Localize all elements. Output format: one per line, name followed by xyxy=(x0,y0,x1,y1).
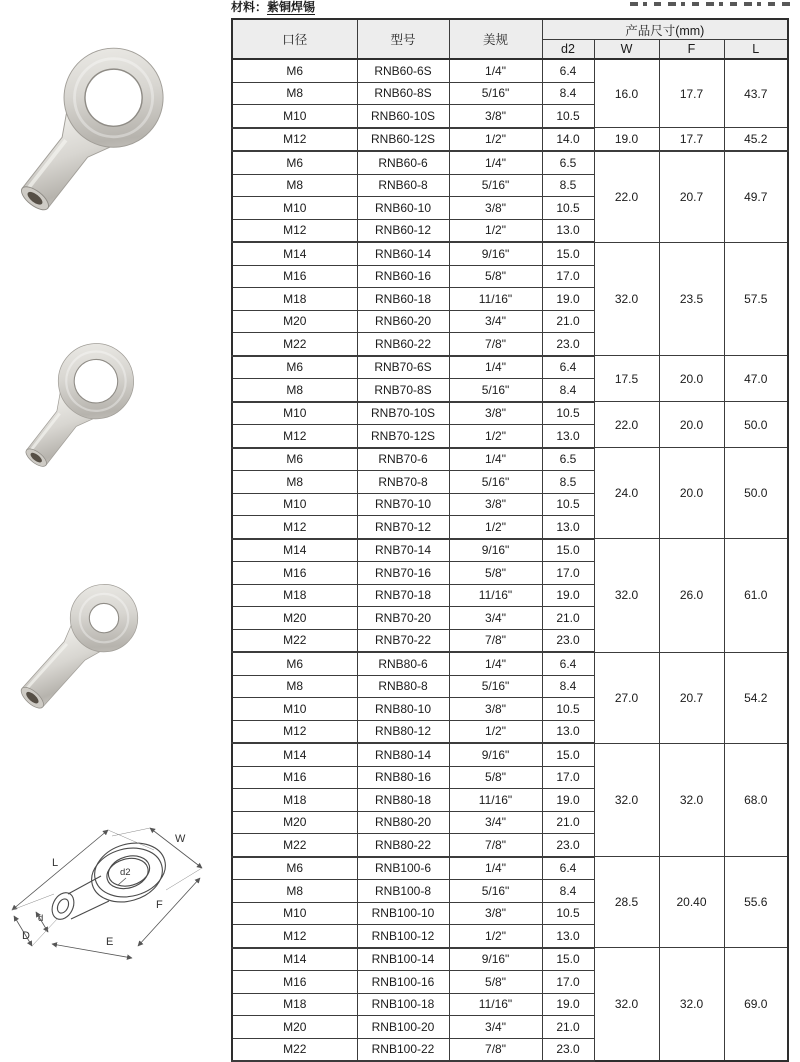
cell-F: 20.0 xyxy=(659,448,724,539)
cell-caliber: M16 xyxy=(232,562,357,585)
cell-d2: 15.0 xyxy=(542,743,594,766)
cell-d2: 13.0 xyxy=(542,720,594,743)
cell-W: 32.0 xyxy=(594,743,659,857)
cell-model: RNB70-8 xyxy=(357,471,449,494)
cell-d2: 17.0 xyxy=(542,265,594,288)
table-row xyxy=(232,539,788,562)
cell-L: 49.7 xyxy=(724,151,788,242)
cell-d2: 13.0 xyxy=(542,925,594,948)
cell-model: RNB80-20 xyxy=(357,811,449,834)
spec-table-body xyxy=(232,59,788,1061)
cell-L: 47.0 xyxy=(724,356,788,402)
cell-d2: 15.0 xyxy=(542,539,594,562)
cell-us-spec: 1/2" xyxy=(449,219,542,242)
cell-model: RNB60-22 xyxy=(357,333,449,356)
cell-model: RNB100-22 xyxy=(357,1038,449,1061)
cell-d2: 17.0 xyxy=(542,562,594,585)
cell-caliber: M8 xyxy=(232,675,357,698)
material-label xyxy=(231,0,315,15)
cell-L: 61.0 xyxy=(724,539,788,653)
cell-L: 57.5 xyxy=(724,242,788,356)
cell-model: RNB60-10S xyxy=(357,105,449,128)
cell-us-spec: 5/16" xyxy=(449,379,542,402)
cell-W: 19.0 xyxy=(594,128,659,152)
cell-d2: 6.4 xyxy=(542,59,594,82)
cell-d2: 19.0 xyxy=(542,288,594,311)
cell-W: 32.0 xyxy=(594,242,659,356)
cell-W: 16.0 xyxy=(594,59,659,128)
cell-d2: 8.5 xyxy=(542,471,594,494)
cell-d2: 10.5 xyxy=(542,105,594,128)
material-prefix: 材料： xyxy=(231,0,268,14)
cell-caliber: M20 xyxy=(232,310,357,333)
header-w: W xyxy=(594,40,659,60)
cell-model: RNB80-12 xyxy=(357,720,449,743)
cell-caliber: M6 xyxy=(232,59,357,82)
cell-model: RNB60-6S xyxy=(357,59,449,82)
table-row xyxy=(232,743,788,766)
cell-model: RNB60-12 xyxy=(357,219,449,242)
cell-L: 50.0 xyxy=(724,448,788,539)
header-l: L xyxy=(724,40,788,60)
cell-model: RNB60-12S xyxy=(357,128,449,152)
cell-L: 55.6 xyxy=(724,857,788,948)
cell-caliber: M6 xyxy=(232,151,357,174)
header-d2: d2 xyxy=(542,40,594,60)
cell-model: RNB80-6 xyxy=(357,652,449,675)
cell-us-spec: 1/2" xyxy=(449,720,542,743)
cell-us-spec: 5/8" xyxy=(449,562,542,585)
clipped-title-fragment xyxy=(630,2,790,6)
cell-caliber: M8 xyxy=(232,880,357,903)
dim-label-d: d xyxy=(38,913,44,924)
cell-L: 68.0 xyxy=(724,743,788,857)
cell-caliber: M22 xyxy=(232,629,357,652)
cell-d2: 21.0 xyxy=(542,310,594,333)
cell-W: 22.0 xyxy=(594,402,659,448)
cell-us-spec: 7/8" xyxy=(449,834,542,857)
material-value: 紫铜焊锡 xyxy=(267,0,316,14)
cell-caliber: M10 xyxy=(232,493,357,516)
cell-model: RNB80-14 xyxy=(357,743,449,766)
cell-us-spec: 9/16" xyxy=(449,242,542,265)
cell-caliber: M18 xyxy=(232,288,357,311)
cell-us-spec: 1/4" xyxy=(449,857,542,880)
table-row xyxy=(232,151,788,174)
cell-us-spec: 3/8" xyxy=(449,402,542,425)
cell-W: 32.0 xyxy=(594,539,659,653)
cell-F: 32.0 xyxy=(659,948,724,1062)
cell-us-spec: 3/4" xyxy=(449,310,542,333)
cell-F: 26.0 xyxy=(659,539,724,653)
terminal-photo-3 xyxy=(0,559,164,735)
cell-us-spec: 5/16" xyxy=(449,174,542,197)
cell-caliber: M6 xyxy=(232,356,357,379)
cell-L: 50.0 xyxy=(724,402,788,448)
cell-model: RNB100-6 xyxy=(357,857,449,880)
cell-caliber: M6 xyxy=(232,652,357,675)
cell-us-spec: 3/8" xyxy=(449,197,542,220)
cell-d2: 23.0 xyxy=(542,629,594,652)
cell-us-spec: 7/8" xyxy=(449,333,542,356)
cell-us-spec: 1/4" xyxy=(449,652,542,675)
cell-model: RNB100-16 xyxy=(357,971,449,994)
cell-us-spec: 3/8" xyxy=(449,902,542,925)
cell-us-spec: 1/2" xyxy=(449,516,542,539)
cell-us-spec: 7/8" xyxy=(449,629,542,652)
table-row xyxy=(232,242,788,265)
header-model: 型号 xyxy=(357,19,449,59)
dim-label-D: D xyxy=(22,930,30,942)
cell-caliber: M8 xyxy=(232,379,357,402)
dim-label-L: L xyxy=(52,857,59,869)
table-row xyxy=(232,448,788,471)
cell-caliber: M22 xyxy=(232,333,357,356)
cell-d2: 8.4 xyxy=(542,379,594,402)
cell-W: 27.0 xyxy=(594,652,659,743)
cell-us-spec: 5/8" xyxy=(449,971,542,994)
cell-model: RNB70-20 xyxy=(357,607,449,630)
cell-d2: 14.0 xyxy=(542,128,594,152)
cell-d2: 6.4 xyxy=(542,652,594,675)
terminal-photo-1 xyxy=(0,18,194,248)
cell-us-spec: 3/4" xyxy=(449,811,542,834)
cell-us-spec: 3/8" xyxy=(449,105,542,128)
table-row xyxy=(232,402,788,425)
table-row xyxy=(232,948,788,971)
cell-caliber: M18 xyxy=(232,584,357,607)
cell-us-spec: 11/16" xyxy=(449,789,542,812)
cell-model: RNB80-8 xyxy=(357,675,449,698)
cell-us-spec: 3/8" xyxy=(449,698,542,721)
cell-caliber: M12 xyxy=(232,219,357,242)
cell-W: 24.0 xyxy=(594,448,659,539)
cell-caliber: M10 xyxy=(232,402,357,425)
cell-L: 43.7 xyxy=(724,59,788,128)
cell-caliber: M18 xyxy=(232,789,357,812)
cell-W: 22.0 xyxy=(594,151,659,242)
cell-d2: 10.5 xyxy=(542,493,594,516)
cell-caliber: M12 xyxy=(232,128,357,152)
terminal-photo-2 xyxy=(0,320,157,495)
cell-us-spec: 5/8" xyxy=(449,766,542,789)
cell-caliber: M14 xyxy=(232,948,357,971)
cell-us-spec: 1/4" xyxy=(449,356,542,379)
cell-d2: 21.0 xyxy=(542,1016,594,1039)
cell-model: RNB70-10 xyxy=(357,493,449,516)
dim-label-F: F xyxy=(156,899,163,911)
cell-caliber: M12 xyxy=(232,720,357,743)
cell-model: RNB70-22 xyxy=(357,629,449,652)
cell-L: 45.2 xyxy=(724,128,788,152)
cell-model: RNB70-6S xyxy=(357,356,449,379)
cell-d2: 23.0 xyxy=(542,1038,594,1061)
cell-caliber: M22 xyxy=(232,834,357,857)
cell-model: RNB70-12S xyxy=(357,425,449,448)
cell-d2: 23.0 xyxy=(542,333,594,356)
cell-us-spec: 1/4" xyxy=(449,151,542,174)
cell-model: RNB80-16 xyxy=(357,766,449,789)
cell-us-spec: 9/16" xyxy=(449,948,542,971)
spec-table-header xyxy=(232,19,788,59)
cell-us-spec: 5/16" xyxy=(449,880,542,903)
cell-F: 17.7 xyxy=(659,128,724,152)
cell-model: RNB60-18 xyxy=(357,288,449,311)
cell-W: 28.5 xyxy=(594,857,659,948)
cell-us-spec: 1/2" xyxy=(449,128,542,152)
cell-caliber: M6 xyxy=(232,857,357,880)
dim-label-W: W xyxy=(175,833,186,845)
cell-model: RNB60-10 xyxy=(357,197,449,220)
cell-us-spec: 3/4" xyxy=(449,607,542,630)
cell-F: 17.7 xyxy=(659,59,724,128)
cell-us-spec: 11/16" xyxy=(449,584,542,607)
cell-model: RNB70-6 xyxy=(357,448,449,471)
cell-caliber: M12 xyxy=(232,925,357,948)
cell-caliber: M6 xyxy=(232,448,357,471)
cell-F: 20.0 xyxy=(659,402,724,448)
cell-W: 32.0 xyxy=(594,948,659,1062)
cell-d2: 15.0 xyxy=(542,242,594,265)
cell-d2: 15.0 xyxy=(542,948,594,971)
cell-caliber: M22 xyxy=(232,1038,357,1061)
cell-d2: 19.0 xyxy=(542,584,594,607)
cell-d2: 17.0 xyxy=(542,971,594,994)
cell-d2: 19.0 xyxy=(542,789,594,812)
cell-model: RNB70-8S xyxy=(357,379,449,402)
cell-F: 32.0 xyxy=(659,743,724,857)
cell-d2: 10.5 xyxy=(542,402,594,425)
cell-us-spec: 11/16" xyxy=(449,288,542,311)
table-row xyxy=(232,652,788,675)
cell-caliber: M8 xyxy=(232,174,357,197)
cell-model: RNB60-14 xyxy=(357,242,449,265)
cell-model: RNB70-16 xyxy=(357,562,449,585)
cell-caliber: M18 xyxy=(232,993,357,1016)
cell-caliber: M8 xyxy=(232,82,357,105)
cell-us-spec: 1/2" xyxy=(449,425,542,448)
dim-label-d2: d2 xyxy=(120,867,131,878)
cell-L: 69.0 xyxy=(724,948,788,1062)
cell-model: RNB100-20 xyxy=(357,1016,449,1039)
cell-us-spec: 9/16" xyxy=(449,539,542,562)
cell-L: 54.2 xyxy=(724,652,788,743)
cell-d2: 8.4 xyxy=(542,82,594,105)
cell-d2: 19.0 xyxy=(542,993,594,1016)
cell-F: 20.7 xyxy=(659,652,724,743)
cell-us-spec: 5/8" xyxy=(449,265,542,288)
cell-model: RNB70-12 xyxy=(357,516,449,539)
dimension-drawing xyxy=(8,818,218,978)
cell-d2: 13.0 xyxy=(542,516,594,539)
cell-model: RNB70-14 xyxy=(357,539,449,562)
cell-d2: 8.5 xyxy=(542,174,594,197)
cell-d2: 10.5 xyxy=(542,197,594,220)
cell-d2: 6.5 xyxy=(542,151,594,174)
terminal-outline-drawing xyxy=(48,835,172,923)
cell-caliber: M12 xyxy=(232,516,357,539)
cell-model: RNB100-8 xyxy=(357,880,449,903)
cell-us-spec: 9/16" xyxy=(449,743,542,766)
cell-model: RNB80-22 xyxy=(357,834,449,857)
cell-caliber: M16 xyxy=(232,265,357,288)
table-row xyxy=(232,356,788,379)
cell-d2: 8.4 xyxy=(542,675,594,698)
cell-d2: 10.5 xyxy=(542,698,594,721)
cell-model: RNB100-10 xyxy=(357,902,449,925)
cell-d2: 10.5 xyxy=(542,902,594,925)
cell-model: RNB100-12 xyxy=(357,925,449,948)
cell-d2: 13.0 xyxy=(542,425,594,448)
cell-model: RNB100-14 xyxy=(357,948,449,971)
cell-model: RNB60-8S xyxy=(357,82,449,105)
cell-us-spec: 7/8" xyxy=(449,1038,542,1061)
cell-caliber: M14 xyxy=(232,242,357,265)
cell-W: 17.5 xyxy=(594,356,659,402)
cell-us-spec: 5/16" xyxy=(449,471,542,494)
cell-caliber: M14 xyxy=(232,743,357,766)
cell-model: RNB70-18 xyxy=(357,584,449,607)
cell-caliber: M16 xyxy=(232,971,357,994)
cell-F: 20.40 xyxy=(659,857,724,948)
cell-us-spec: 11/16" xyxy=(449,993,542,1016)
table-row xyxy=(232,857,788,880)
table-row xyxy=(232,128,788,152)
cell-us-spec: 1/2" xyxy=(449,925,542,948)
cell-model: RNB60-16 xyxy=(357,265,449,288)
cell-model: RNB60-8 xyxy=(357,174,449,197)
cell-caliber: M14 xyxy=(232,539,357,562)
cell-model: RNB60-6 xyxy=(357,151,449,174)
cell-caliber: M12 xyxy=(232,425,357,448)
cell-d2: 6.4 xyxy=(542,356,594,379)
cell-caliber: M10 xyxy=(232,105,357,128)
dim-label-E: E xyxy=(106,936,114,948)
header-caliber: 口径 xyxy=(232,19,357,59)
cell-caliber: M10 xyxy=(232,902,357,925)
cell-model: RNB70-10S xyxy=(357,402,449,425)
cell-model: RNB60-20 xyxy=(357,310,449,333)
cell-model: RNB80-18 xyxy=(357,789,449,812)
cell-caliber: M16 xyxy=(232,766,357,789)
cell-model: RNB80-10 xyxy=(357,698,449,721)
cell-d2: 8.4 xyxy=(542,880,594,903)
cell-d2: 23.0 xyxy=(542,834,594,857)
cell-d2: 6.5 xyxy=(542,448,594,471)
cell-us-spec: 3/4" xyxy=(449,1016,542,1039)
table-row xyxy=(232,59,788,82)
cell-us-spec: 1/4" xyxy=(449,59,542,82)
cell-us-spec: 5/16" xyxy=(449,675,542,698)
cell-caliber: M10 xyxy=(232,698,357,721)
cell-us-spec: 1/4" xyxy=(449,448,542,471)
cell-F: 20.0 xyxy=(659,356,724,402)
spec-table xyxy=(231,18,789,1062)
cell-caliber: M10 xyxy=(232,197,357,220)
cell-us-spec: 3/8" xyxy=(449,493,542,516)
cell-caliber: M20 xyxy=(232,1016,357,1039)
cell-d2: 21.0 xyxy=(542,607,594,630)
cell-us-spec: 5/16" xyxy=(449,82,542,105)
cell-d2: 17.0 xyxy=(542,766,594,789)
cell-d2: 21.0 xyxy=(542,811,594,834)
cell-d2: 13.0 xyxy=(542,219,594,242)
header-us-spec: 美规 xyxy=(449,19,542,59)
cell-caliber: M20 xyxy=(232,811,357,834)
cell-F: 20.7 xyxy=(659,151,724,242)
cell-caliber: M8 xyxy=(232,471,357,494)
cell-caliber: M20 xyxy=(232,607,357,630)
cell-d2: 6.4 xyxy=(542,857,594,880)
header-f: F xyxy=(659,40,724,60)
cell-F: 23.5 xyxy=(659,242,724,356)
header-dims-group: 产品尺寸(mm) xyxy=(542,19,788,40)
cell-model: RNB100-18 xyxy=(357,993,449,1016)
